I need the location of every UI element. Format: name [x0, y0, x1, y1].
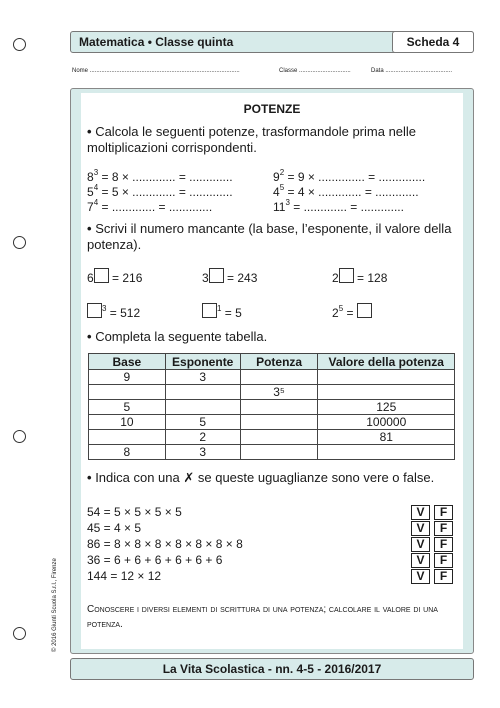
table-cell[interactable]: 81 [318, 430, 455, 445]
true-false-choice [411, 521, 455, 535]
table-cell[interactable]: 2 [165, 430, 240, 445]
table-cell[interactable] [240, 370, 318, 385]
exercise-3-instruction: • Completa la seguente tabella. [87, 329, 268, 344]
footer-bar: La Vita Scolastica - nn. 4-5 - 2016/2017 [70, 658, 474, 680]
table-cell[interactable]: 10 [89, 415, 166, 430]
table-cell[interactable]: 5 [89, 400, 166, 415]
false-box[interactable]: F [434, 521, 453, 536]
column-header: Esponente [165, 354, 240, 370]
sheet-number: Scheda 4 [392, 31, 474, 53]
exercise-1-item[interactable]: $11^3$ = ............. = ............. [273, 198, 404, 214]
true-false-statement: 54 = 5 × 5 × 5 × 5 [87, 505, 182, 519]
column-header: Valore della potenza [318, 354, 455, 370]
exercise-2-item[interactable]: $^1$ = 5 [202, 303, 242, 320]
table-header-row [89, 354, 455, 370]
answer-box[interactable] [87, 303, 102, 318]
true-false-statement: 36 = 6 + 6 + 6 + 6 + 6 + 6 [87, 553, 223, 567]
exercise-2-instruction: • Scrivi il numero mancante (la base, l’esponente, il valore della potenza). [87, 221, 452, 252]
worksheet-panel [70, 88, 474, 654]
answer-box[interactable] [339, 268, 354, 283]
exercise-1-item[interactable]: $4^5 = 4$ × ............. = ............. [273, 183, 419, 199]
table-cell[interactable] [240, 430, 318, 445]
true-false-statement: 45 = 4 × 5 [87, 521, 142, 535]
binder-hole [13, 236, 26, 249]
page-title: POTENZE [243, 102, 301, 116]
learning-objective: Conoscere i diversi elementi di scrittura di una potenza; calcolare il valore di una potenza. [87, 604, 438, 630]
table-cell[interactable]: 3⁵ [240, 385, 318, 400]
exercise-2-item[interactable]: $2^5$ = [332, 303, 372, 320]
true-false-statement: 86 = 8 × 8 × 8 × 8 × 8 × 8 × 8 [87, 537, 243, 551]
worksheet-content [81, 93, 463, 649]
copyright-notice: © 2016 Giunti Scuola S.r.l., Firenze [52, 558, 58, 652]
header-bar [70, 31, 474, 53]
table-row [89, 430, 455, 445]
answer-box[interactable] [357, 303, 372, 318]
table-cell[interactable]: 5 [165, 415, 240, 430]
true-false-choice [411, 505, 455, 519]
false-box[interactable]: F [434, 537, 453, 552]
table-cell[interactable] [165, 400, 240, 415]
binder-hole [13, 38, 26, 51]
table-cell[interactable] [240, 445, 318, 460]
table-row [89, 385, 455, 400]
true-box[interactable]: V [411, 553, 430, 568]
header-title: Matematica • Classe quinta [79, 35, 234, 49]
answer-box[interactable] [209, 268, 224, 283]
table-cell[interactable] [240, 415, 318, 430]
exercise-2-item[interactable]: 3 = 243 [202, 268, 257, 285]
table-row [89, 415, 455, 430]
exercise-1-item[interactable]: $8^3 = 8$ × ............. = ............. [87, 168, 233, 184]
powers-table [88, 353, 455, 460]
table-cell[interactable] [89, 385, 166, 400]
table-cell[interactable]: 9 [89, 370, 166, 385]
exercise-1-item[interactable]: $5^4 = 5$ × ............. = ............. [87, 183, 233, 199]
table-row [89, 445, 455, 460]
binder-hole [13, 430, 26, 443]
exercise-1-item[interactable]: $9^2 = 9$ × .............. = .............. [273, 168, 426, 184]
exercise-1-instruction: • Calcola le seguenti potenze, trasformandole prima nelle moltiplicazioni corrispondenti. [87, 124, 417, 155]
table-cell[interactable] [89, 430, 166, 445]
exercise-2-item[interactable]: 6 = 216 [87, 268, 142, 285]
true-false-choice [411, 569, 455, 583]
bullet-icon: • [87, 124, 92, 139]
answer-box[interactable] [202, 303, 217, 318]
table-cell[interactable] [318, 445, 455, 460]
false-box[interactable]: F [434, 569, 453, 584]
column-header: Potenza [240, 354, 318, 370]
true-false-statement: 144 = 12 × 12 [87, 569, 162, 583]
exercise-1-item[interactable]: $7^4$ = ............. = ............. [87, 198, 213, 214]
table-cell[interactable]: 100000 [318, 415, 455, 430]
exercise-4-instruction: • Indica con una ✗ se queste uguaglianze sono vere o false. [87, 470, 435, 485]
table-cell[interactable]: 3 [165, 370, 240, 385]
table-cell[interactable] [318, 370, 455, 385]
bullet-icon: • [87, 329, 92, 344]
bullet-icon: • [87, 470, 92, 485]
bullet-icon: • [87, 221, 92, 236]
binder-hole [13, 627, 26, 640]
true-false-choice [411, 553, 455, 567]
false-box[interactable]: F [434, 553, 453, 568]
date-field[interactable]: Data ........................................ [371, 68, 453, 74]
true-false-choice [411, 537, 455, 551]
class-field[interactable]: Classe ............................... [279, 68, 351, 74]
exercise-2-item[interactable]: 2 = 128 [332, 268, 387, 285]
table-row [89, 370, 455, 385]
table-cell[interactable]: 8 [89, 445, 166, 460]
true-box[interactable]: V [411, 521, 430, 536]
table-cell[interactable] [318, 385, 455, 400]
table-cell[interactable] [240, 400, 318, 415]
table-cell[interactable]: 3 [165, 445, 240, 460]
table-cell[interactable] [165, 385, 240, 400]
table-row [89, 400, 455, 415]
true-box[interactable]: V [411, 569, 430, 584]
true-box[interactable]: V [411, 505, 430, 520]
true-box[interactable]: V [411, 537, 430, 552]
false-box[interactable]: F [434, 505, 453, 520]
table-cell[interactable]: 125 [318, 400, 455, 415]
exercise-2-item[interactable]: $^3$ = 512 [87, 303, 140, 320]
answer-box[interactable] [94, 268, 109, 283]
column-header: Base [89, 354, 166, 370]
name-field[interactable]: Nome .......................................................................................... [72, 68, 240, 74]
